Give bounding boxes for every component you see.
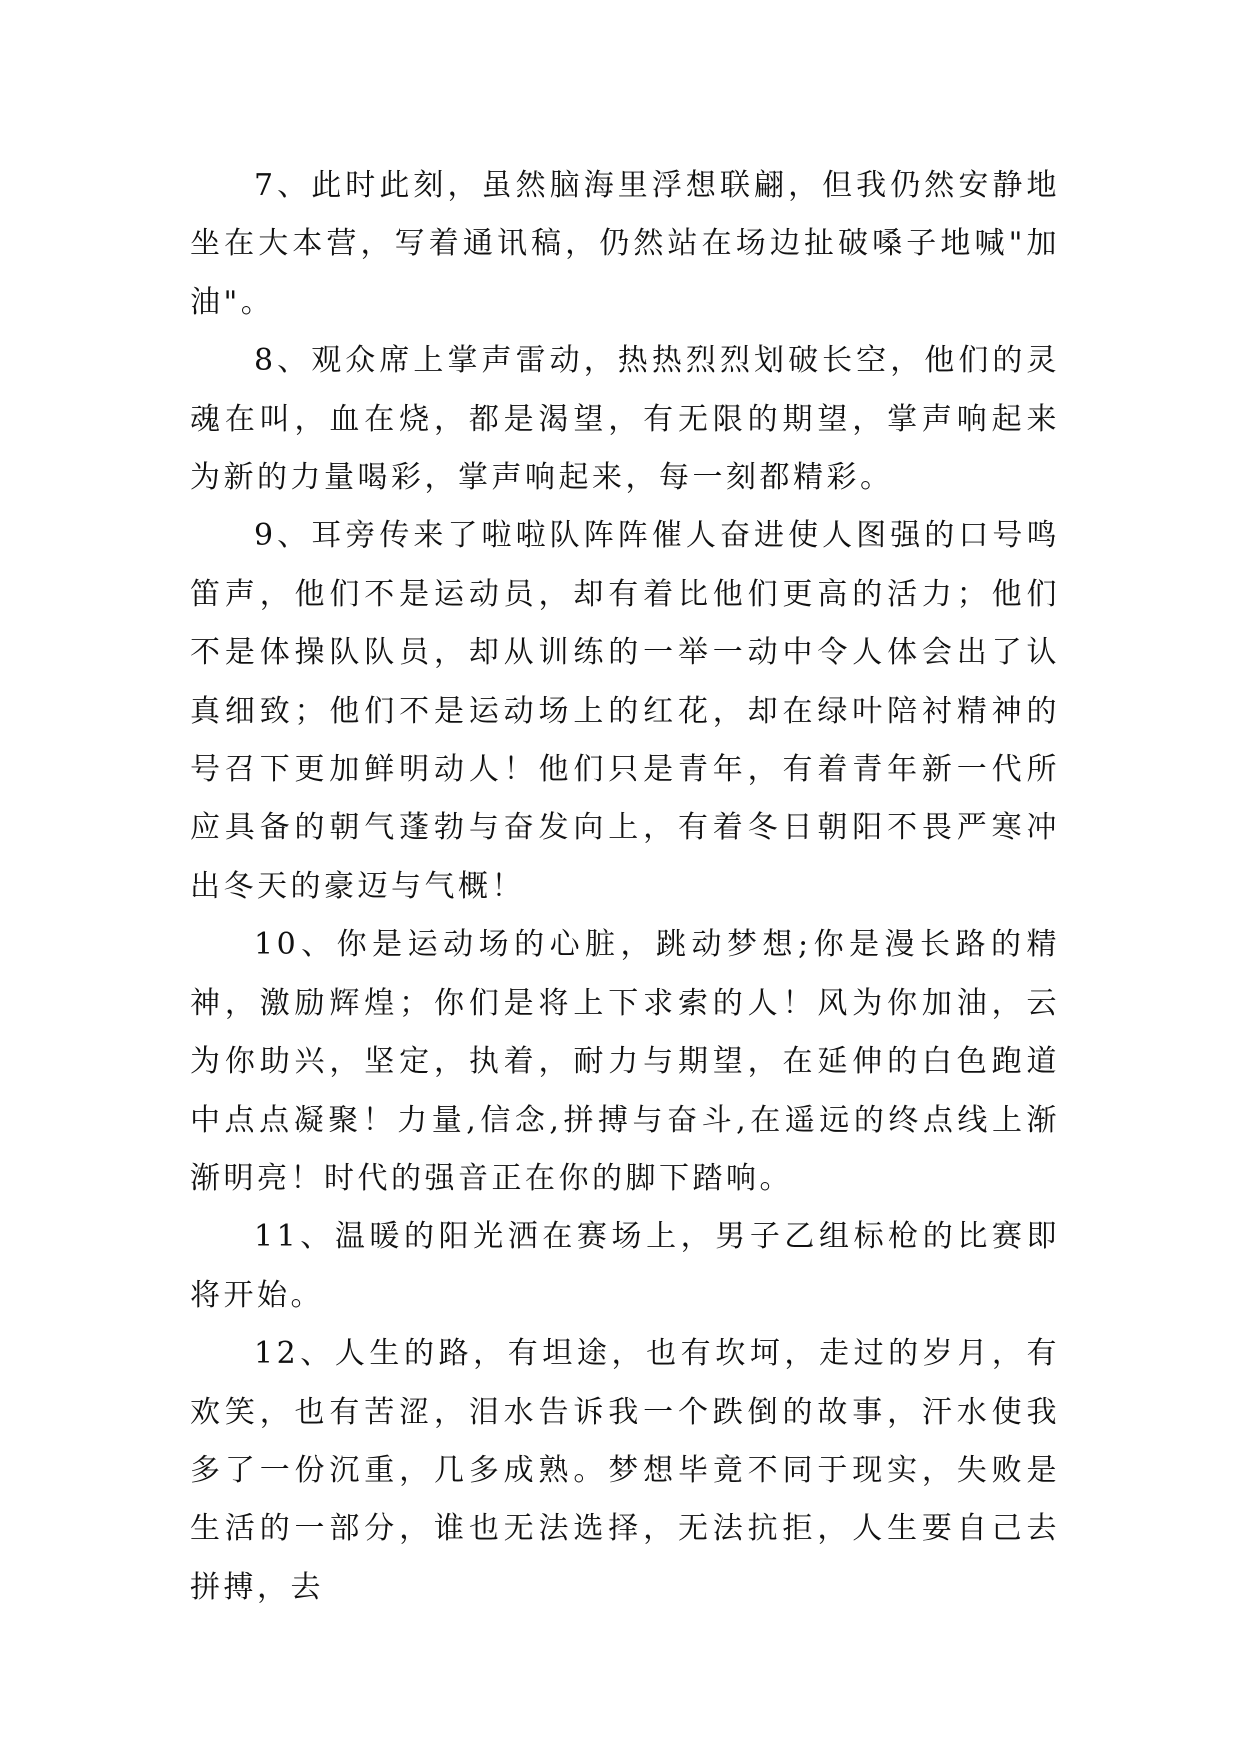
paragraph-10: 10、你是运动场的心脏，跳动梦想;你是漫长路的精神，激励辉煌；你们是将上下求索的人！风为你加油，云为你助兴，坚定，执着，耐力与期望，在延伸的白色跑道中点点凝聚！力量,信念,拼搏与奋斗,在遥远的终点线上渐渐明亮！时代的强音正在你的脚下踏响。 bbox=[190, 927, 1060, 1196]
paragraph-12: 12、人生的路，有坦途，也有坎坷，走过的岁月，有欢笑，也有苦涩，泪水告诉我一个跌倒的故事，汗水使我多了一份沉重，几多成熟。梦想毕竟不同于现实，失败是生活的一部分，谁也无法选择，无法抗拒，人生要自己去拼搏，去 bbox=[190, 1336, 1060, 1605]
paragraph-9: 9、耳旁传来了啦啦队阵阵催人奋进使人图强的口号鸣笛声，他们不是运动员，却有着比他们更高的活力；他们不是体操队队员，却从训练的一举一动中令人体会出了认真细致；他们不是运动场上的红花，却在绿叶陪衬精神的号召下更加鲜明动人！他们只是青年，有着青年新一代所应具备的朝气蓬勃与奋发向上，有着冬日朝阳不畏严寒冲出冬天的豪迈与气概！ bbox=[190, 518, 1060, 904]
paragraph-11: 11、温暖的阳光洒在赛场上，男子乙组标枪的比赛即将开始。 bbox=[190, 1219, 1060, 1313]
document-body bbox=[190, 157, 1060, 1617]
paragraph-8: 8、观众席上掌声雷动，热热烈烈划破长空，他们的灵魂在叫，血在烧，都是渴望，有无限的期望，掌声响起来为新的力量喝彩，掌声响起来，每一刻都精彩。 bbox=[190, 343, 1060, 496]
paragraph-7: 7、此时此刻，虽然脑海里浮想联翩，但我仍然安静地坐在大本营，写着通讯稿，仍然站在场边扯破嗓子地喊"加油"。 bbox=[190, 168, 1060, 320]
